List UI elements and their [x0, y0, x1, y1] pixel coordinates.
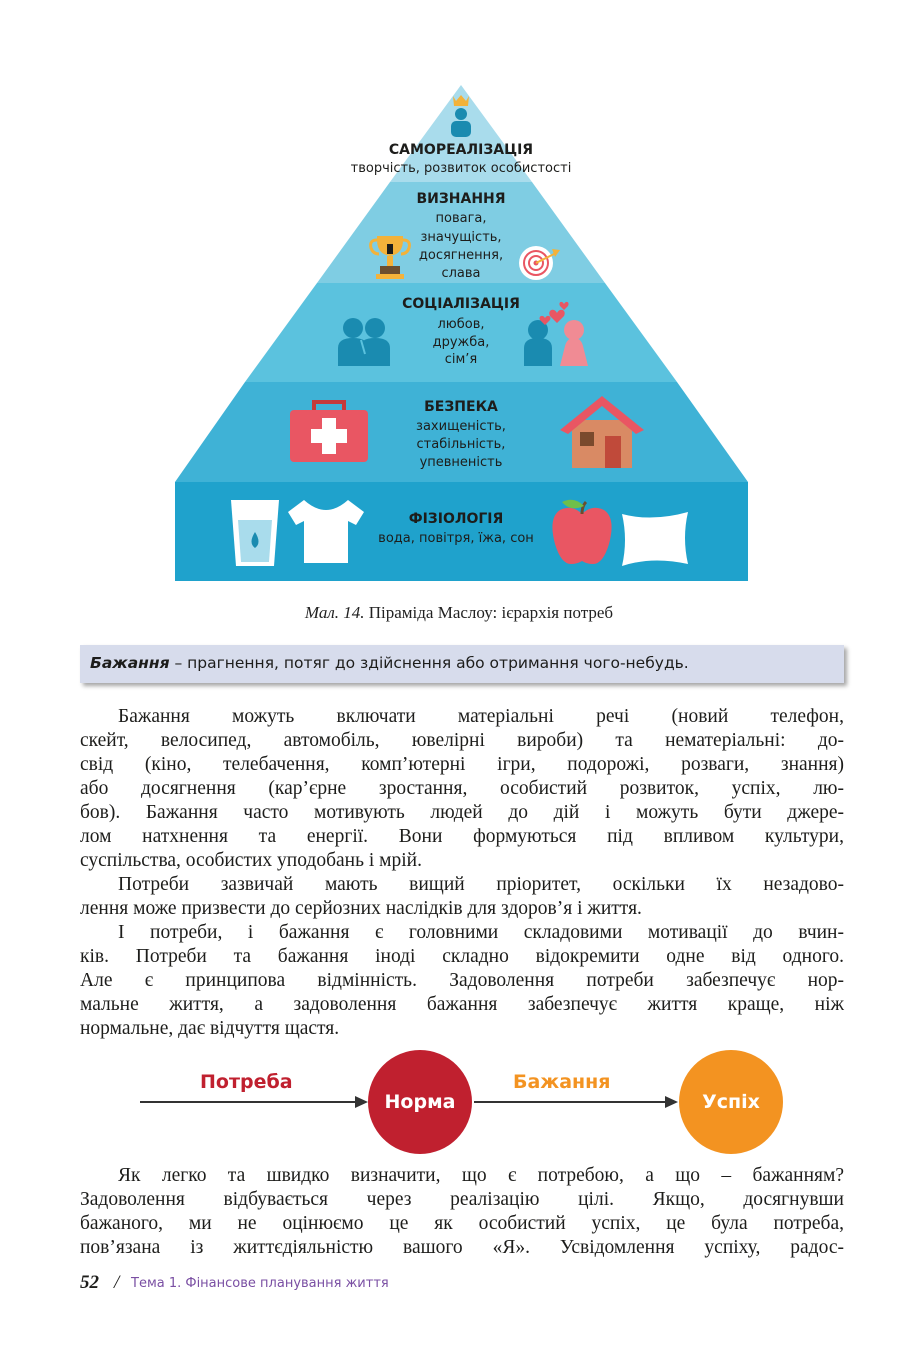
- text-line: Як легко та швидко визначити, що є потребою, а що – бажанням?: [118, 1165, 844, 1186]
- paragraph-3: [80, 921, 844, 1041]
- level-title-self-actualization: САМОРЕАЛІЗАЦІЯ: [388, 142, 534, 158]
- level-line-esteem: слава: [441, 266, 481, 281]
- text-line: бажаного, ми не оцінюємо це як особистий успіх, це була потреба,: [80, 1213, 844, 1234]
- flow-label-want: Бажання: [513, 1071, 611, 1093]
- text-line: лом натхнення та енергії. Вони формуються під впливом культури,: [80, 826, 844, 847]
- definition-text: [90, 654, 689, 672]
- definition-term: Бажання: [90, 654, 170, 672]
- level-line-socialization: дружба,: [432, 335, 490, 350]
- level-line-safety: стабільність,: [416, 437, 506, 452]
- text-line: нормальне, дає відчуття щастя.: [80, 1018, 340, 1039]
- level-title-safety: БЕЗПЕКА: [424, 399, 498, 415]
- level-subtitle-self-actualization: творчість, розвиток особистості: [350, 161, 572, 176]
- text-line: свід (кіно, телебачення, комп’ютерні ігри, подорожі, розваги, знання): [80, 754, 844, 775]
- flow-circle-norm-label: Норма: [384, 1091, 456, 1113]
- text-line: бов). Бажання часто мотивують людей до дій і можуть бути джере-: [80, 802, 844, 823]
- figure-caption-text: Піраміда Маслоу: ієрархія потреб: [364, 603, 614, 622]
- flow-arrowhead-1: [355, 1096, 368, 1108]
- level-line-esteem: повага,: [435, 211, 487, 226]
- text-line: скейт, велосипед, автомобіль, ювелірні вироби) та нематеріальні: до-: [80, 730, 844, 751]
- text-line: ків. Потреби та бажання іноді складно відокремити одне від одного.: [80, 946, 844, 967]
- level-line-safety: упевненість: [419, 455, 503, 470]
- text-line: лення може призвести до серйозних наслідків для здоров’я і життя.: [80, 898, 642, 919]
- text-line: Потреби зазвичай мають вищий пріоритет, оскільки їх незадово-: [118, 874, 844, 895]
- flow-label-need: Потреба: [200, 1071, 293, 1093]
- paragraph-2: [80, 873, 844, 921]
- level-line-socialization: любов,: [437, 317, 485, 332]
- definition-box: [80, 645, 844, 683]
- flow-circle-success: [679, 1050, 783, 1154]
- paragraph-1: [80, 705, 844, 873]
- level-title-physiology: ФІЗІОЛОГІЯ: [408, 511, 504, 527]
- page-number: 52: [80, 1272, 99, 1293]
- footer-topic: Тема 1. Фінансове планування життя: [131, 1276, 389, 1291]
- text-line: Задоволення відбувається через реалізацію цілі. Якщо, досягнувши: [80, 1189, 844, 1210]
- text-line: суспільства, особистих уподобань і мрій.: [80, 850, 422, 871]
- text-line: або досягнення (кар’єрне зростання, особистий розвиток, успіх, лю-: [80, 778, 844, 799]
- level-line-socialization: сім’я: [444, 352, 478, 367]
- level-line-esteem: значущість,: [420, 230, 502, 245]
- flow-circle-success-label: Успіх: [702, 1091, 760, 1113]
- text-line: пов’язана із життєдіяльністю вашого «Я». Усвідомлення успіху, радос-: [80, 1237, 844, 1258]
- text-line: Але є принципова відмінність. Задоволення потреби забезпечує нор-: [80, 970, 844, 991]
- pillow-icon: [622, 512, 688, 566]
- footer-separator: /: [114, 1272, 120, 1293]
- level-subtitle-physiology: вода, повітря, їжа, сон: [378, 531, 534, 546]
- definition-body: – прагнення, потяг до здійснення або отримання чого-небудь.: [169, 654, 689, 672]
- level-title-esteem: ВИЗНАННЯ: [416, 191, 506, 207]
- level-title-socialization: СОЦІАЛІЗАЦІЯ: [402, 296, 520, 312]
- water-glass-icon: [231, 500, 279, 566]
- figure-caption-label: Мал. 14.: [304, 603, 365, 622]
- text-line: Бажання можуть включати матеріальні речі (новий телефон,: [118, 706, 844, 727]
- flow-arrowhead-2: [665, 1096, 678, 1108]
- level-line-esteem: досягнення,: [418, 248, 504, 263]
- flow-circle-norm: [368, 1050, 472, 1154]
- text-line: І потреби, і бажання є головними складовими мотивації до вчин-: [118, 922, 844, 943]
- paragraph-4: [80, 1164, 844, 1260]
- level-line-safety: захищеність,: [416, 419, 506, 434]
- figure-caption: [0, 603, 918, 623]
- text-line: мальне життя, а задоволення бажання забезпечує життя краще, ніж: [80, 994, 844, 1015]
